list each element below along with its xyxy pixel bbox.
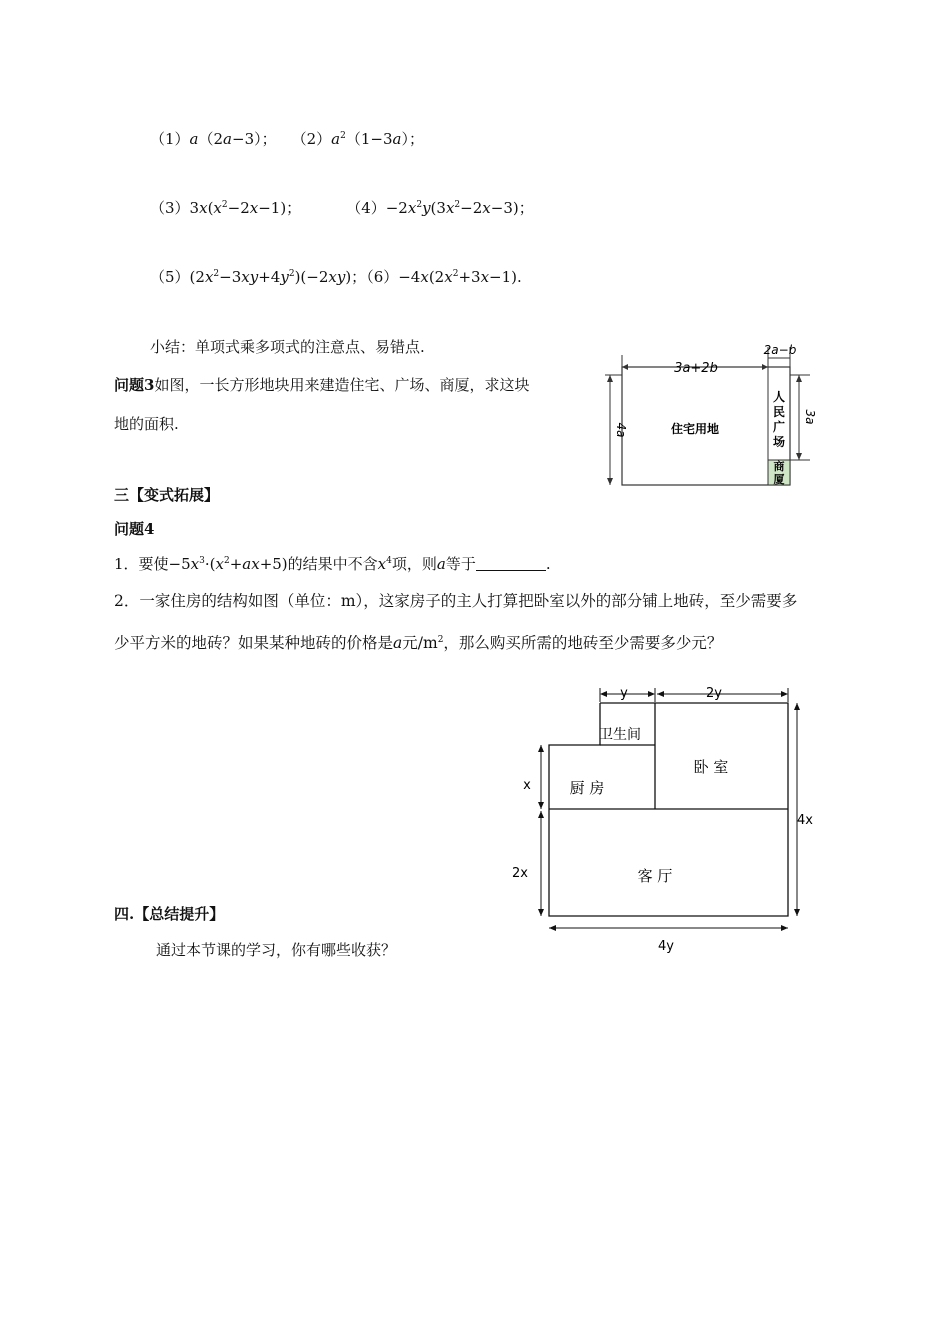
dim-y: y <box>620 686 628 701</box>
problem4-q1: 1．要使$-5x^3\cdot(x^2+ax+5)$的结果中不含$x^4$项，则a等于 . <box>114 555 551 573</box>
problem3-line1: 问题3如图，一长方形地块用来建造住宅、广场、商厦，求这块 <box>114 376 530 394</box>
dim-2x: 2x <box>512 866 528 881</box>
problem4-q2-line2: 少平方米的地砖？如果某种地砖的价格是a元$/m^2$，那么购买所需的地砖至少需要多少元？ <box>114 634 723 652</box>
summary-text: 小结：单项式乘多项式的注意点、易错点. <box>150 338 425 356</box>
dim-3a: 3a <box>803 409 817 425</box>
problem3-label: 问题3 <box>114 376 155 394</box>
residential-label: 住宅用地 <box>670 422 720 436</box>
problem4-q2-line1: 2．一家住房的结构如图（单位：m），这家房子的主人打算把卧室以外的部分铺上地砖，至少需要多 <box>114 592 798 610</box>
dim-2y: 2y <box>706 686 722 701</box>
exercise-line-3: $(5)(2x^2-3xy+4y^2)(-2xy)$；$(6)-4x(2x^2+3x-1)$. <box>150 268 522 286</box>
dim-4a: 4a <box>614 422 628 438</box>
dim-2a-b: 2a−b <box>763 343 797 357</box>
section4-prompt: 通过本节课的学习，你有哪些收获？ <box>156 941 397 959</box>
mall-label: 商厦 <box>773 460 785 486</box>
kitchen-label: 厨 房 <box>569 779 605 797</box>
exercise-line-1: （1）a（2a−3）； $(2)a^2(1-3a)$； <box>150 130 424 148</box>
answer-blank[interactable] <box>476 556 546 571</box>
dim-3a-2b: 3a+2b <box>674 361 718 376</box>
bathroom-label: 卫生间 <box>599 727 641 743</box>
dim-4x: 4x <box>797 813 813 828</box>
dim-4y: 4y <box>658 939 674 954</box>
dim-x: x <box>523 778 531 793</box>
land-plot-figure <box>600 345 815 490</box>
section3-title: 三【变式拓展】 <box>114 486 220 504</box>
bedroom-label: 卧 室 <box>693 758 729 776</box>
problem4-label: 问题4 <box>114 520 155 538</box>
section4-title: 四.【总结提升】 <box>114 905 225 923</box>
floor-plan-figure <box>505 680 825 965</box>
exercise-line-2: $(3)3x(x^2-2x-1)$； $(4)-2x^2y(3x^2-2x-3)$； <box>150 199 534 217</box>
problem3-line2: 地的面积. <box>114 415 179 433</box>
living-room-label: 客 厅 <box>637 867 673 885</box>
plaza-label: 人民广场 <box>772 390 786 449</box>
